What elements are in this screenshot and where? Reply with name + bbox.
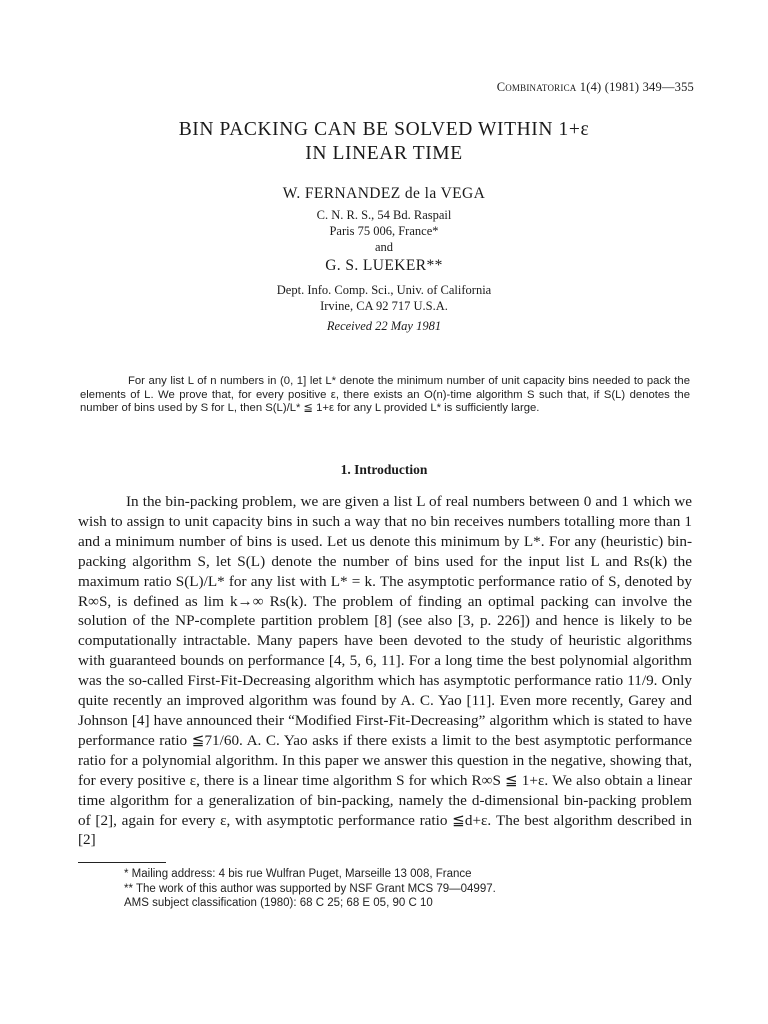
journal-reference: [0, 80, 694, 95]
section-heading: 1. Introduction: [340, 462, 428, 477]
intro-paragraph: In the bin-packing problem, we are given a list L of real numbers between 0 and 1 which we wish to assign to unit capacity bins in such a way that no bin receives numbers totalling more than 1 and a minimum number of bins is used. Let us denote this minimum by L*. For any (heuristic) bin-packing algorithm S, let S(L) denote the number of bins used for the input list L and Rs(k) the maximum ratio S(L)/L* for any list with L* = k. The asymptotic performance ratio of S, denoted by R∞S, is defined as lim k→∞ Rs(k). The problem of finding an optimal packing can involve the solution of the NP-complete partition problem [8] (see also [3, p. 226]) and hence is likely to be computationally intractable. Many papers have been devoted to the study of heuristic algorithms with guaranteed bounds on performance [4, 5, 6, 11]. For a long time the best polynomial algorithm was the so-called First-Fit-Decreasing algorithm which has asymptotic performance ratio 11/9. Only quite recently an improved algorithm was found by A. C. Yao [11]. Even more recently, Garey and Johnson [4] have announced their “Modified First-Fit-Decreasing” algorithm which is stated to have performance ratio ≦71/60. A. C. Yao asks if there exists a limit to the best asymptotic performance ratio for a polynomial algorithm. In this paper we answer this question in the negative, showing that, for every positive ε, there is a linear time algorithm S for which R∞S ≦ 1+ε. We also obtain a linear time algorithm for a generalization of bin-packing, namely the d-dimensional bin-packing problem of [2], again for every ε, with asymptotic performance ratio ≦d+ε. The best algorithm described in [2]: [78, 493, 692, 849]
affiliation-1-line-1: C. N. R. S., 54 Bd. Raspail: [316, 208, 452, 222]
author-block: [0, 183, 768, 334]
abstract: [80, 375, 690, 416]
author-1: W. FERNANDEZ de la VEGA: [282, 185, 486, 202]
body-text: [78, 492, 692, 850]
author-2: G. S. LUEKER**: [325, 257, 443, 274]
affiliation-2-line-2: Irvine, CA 92 717 U.S.A.: [320, 298, 448, 313]
footnote-1: * Mailing address: 4 bis rue Wulfran Puget, Marseille 13 008, France: [124, 868, 472, 880]
title-line-1: BIN PACKING CAN BE SOLVED WITHIN 1+ε: [178, 119, 590, 140]
footnotes: [124, 867, 688, 911]
journal-name: Combinatorica: [496, 80, 577, 94]
journal-citation: 1(4) (1981) 349—355: [579, 80, 694, 94]
footnote-3: AMS subject classification (1980): 68 C 25; 68 E 05, 90 C 10: [124, 897, 433, 909]
paper-title: [0, 118, 768, 166]
affiliation-1-line-2: Paris 75 006, France*: [329, 223, 439, 238]
footnote-2: ** The work of this author was supported by NSF Grant MCS 79—04997.: [124, 882, 496, 895]
received-date: Received 22 May 1981: [326, 319, 442, 333]
affiliation-2-line-1: Dept. Info. Comp. Sci., Univ. of California: [276, 283, 492, 297]
abstract-text: For any list L of n numbers in (0, 1] let L* denote the minimum number of unit capacity bins needed to pack the elements of L. We prove that, for every positive ε, there exists an O(n)-time algorithm S such that, if S(L) denotes the number of bins used by S for L, then S(L)/L* ≦ 1+ε for any L provided L* is sufficiently large.: [80, 375, 690, 414]
title-line-2: IN LINEAR TIME: [305, 143, 463, 164]
author-conjunction: and: [374, 240, 394, 254]
footnote-divider: [78, 862, 166, 863]
